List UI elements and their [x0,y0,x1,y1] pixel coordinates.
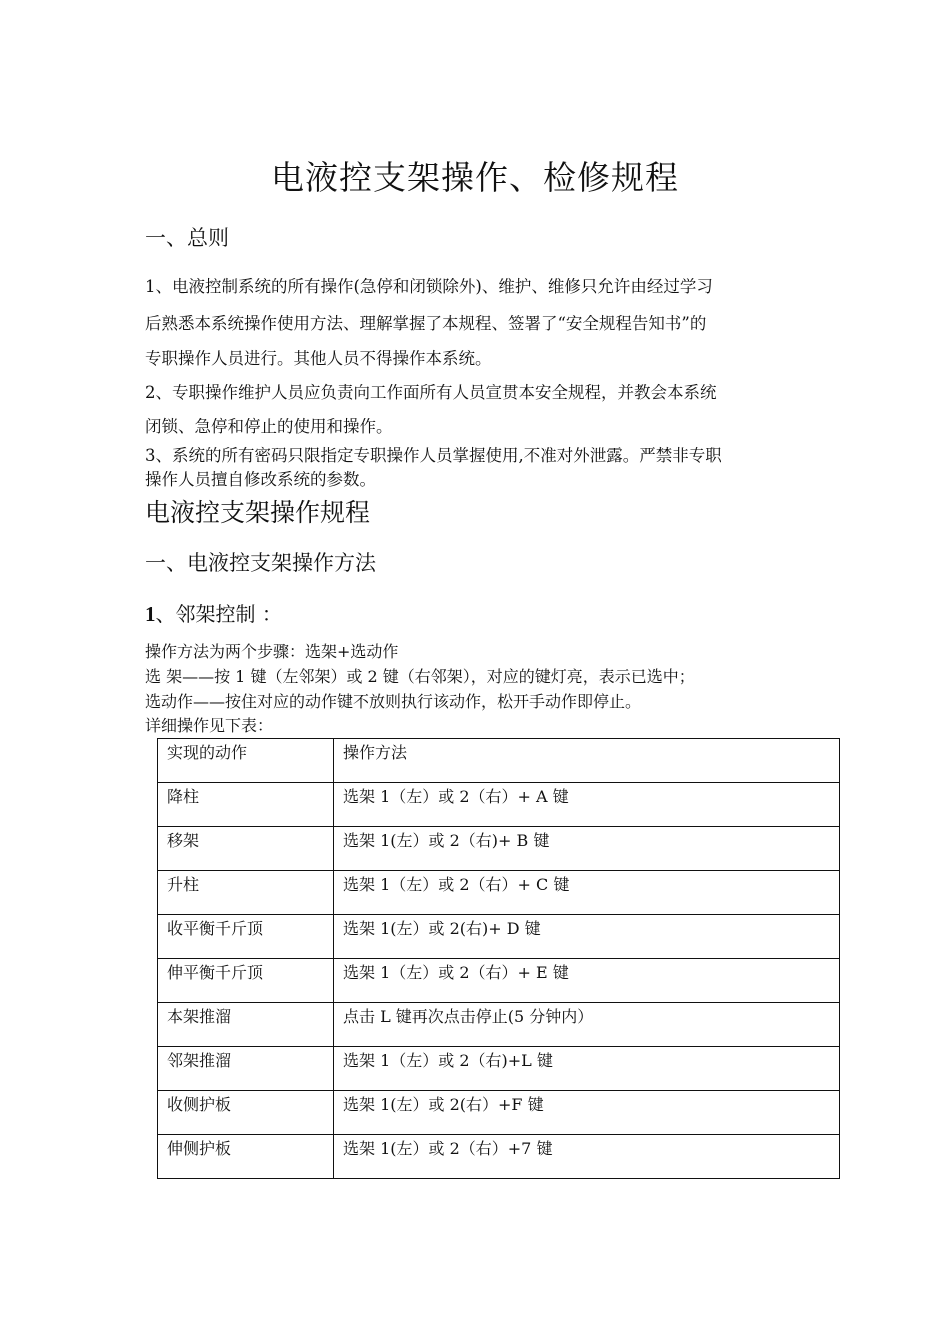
general-paragraph-3-line-2: 操作人员擅自修改系统的参数。 [145,470,376,489]
table-row [158,959,840,1003]
section-heading: 一、电液控支架操作方法 [145,551,376,575]
subsection-heading [145,598,282,627]
general-heading: 一、总则 [145,226,229,250]
cell-method: 选架 1(左）或 2（右）+7 键 [334,1135,840,1179]
cell-method: 选架 1（左）或 2（右)+L 键 [334,1047,840,1091]
table-row [158,1091,840,1135]
table-row [158,783,840,827]
cell-action: 降柱 [158,783,334,827]
table-row [158,871,840,915]
table-row [158,827,840,871]
general-paragraph-3-line-1: 3、系统的所有密码只限指定专职操作人员掌握使用,不准对外泄露。严禁非专职 [145,446,722,465]
table-row [158,915,840,959]
section-title: 电液控支架操作规程 [145,498,371,527]
table-row [158,1003,840,1047]
header-action: 实现的动作 [158,739,334,783]
cell-action: 升柱 [158,871,334,915]
cell-action: 伸平衡千斤顶 [158,959,334,1003]
document-title: 电液控支架操作、检修规程 [271,158,679,197]
instruction-line-4: 详细操作见下表： [145,716,274,735]
cell-action: 伸侧护板 [158,1135,334,1179]
instruction-line-2: 选 架——按 1 键（左邻架）或 2 键（右邻架），对应的键灯亮，表示已选中； [145,667,695,686]
instruction-line-3: 选动作——按住对应的动作键不放则执行该动作，松开手动作即停止。 [145,692,642,711]
cell-action: 收平衡千斤顶 [158,915,334,959]
table-header-row [158,739,840,783]
general-paragraph-2-line-2: 闭锁、急停和停止的使用和操作。 [145,417,393,436]
cell-method: 选架 1（左）或 2（右）+ C 键 [334,871,840,915]
general-paragraph-1-line-3: 专职操作人员进行。其他人员不得操作本系统。 [145,349,492,368]
cell-action: 收侧护板 [158,1091,334,1135]
general-paragraph-2-line-1: 2、专职操作维护人员应负责向工作面所有人员宣贯本安全规程，并教会本系统 [145,383,717,402]
subsection-number: 1 [145,602,156,626]
cell-method: 选架 1(左）或 2(右）+F 键 [334,1091,840,1135]
general-paragraph-1-line-2: 后熟悉本系统操作使用方法、理解掌握了本规程、签署了“安全规程告知书”的 [145,314,707,333]
header-method: 操作方法 [334,739,840,783]
operation-table [157,738,840,1179]
instruction-line-1: 操作方法为两个步骤：选架+选动作 [145,642,399,661]
table-row [158,1135,840,1179]
cell-action: 邻架推溜 [158,1047,334,1091]
cell-action: 移架 [158,827,334,871]
cell-method: 选架 1(左）或 2（右)+ B 键 [334,827,840,871]
general-paragraph-1-line-1: 1、电液控制系统的所有操作(急停和闭锁除外)、维护、维修只允许由经过学习 [145,277,713,296]
subsection-text: 、邻架控制 ： [155,602,282,626]
cell-method: 选架 1（左）或 2（右）+ E 键 [334,959,840,1003]
cell-method: 选架 1(左）或 2(右)+ D 键 [334,915,840,959]
cell-method: 选架 1（左）或 2（右）+ A 键 [334,783,840,827]
cell-action: 本架推溜 [158,1003,334,1047]
cell-method: 点击 L 键再次点击停止(5 分钟内） [334,1003,840,1047]
table-row [158,1047,840,1091]
